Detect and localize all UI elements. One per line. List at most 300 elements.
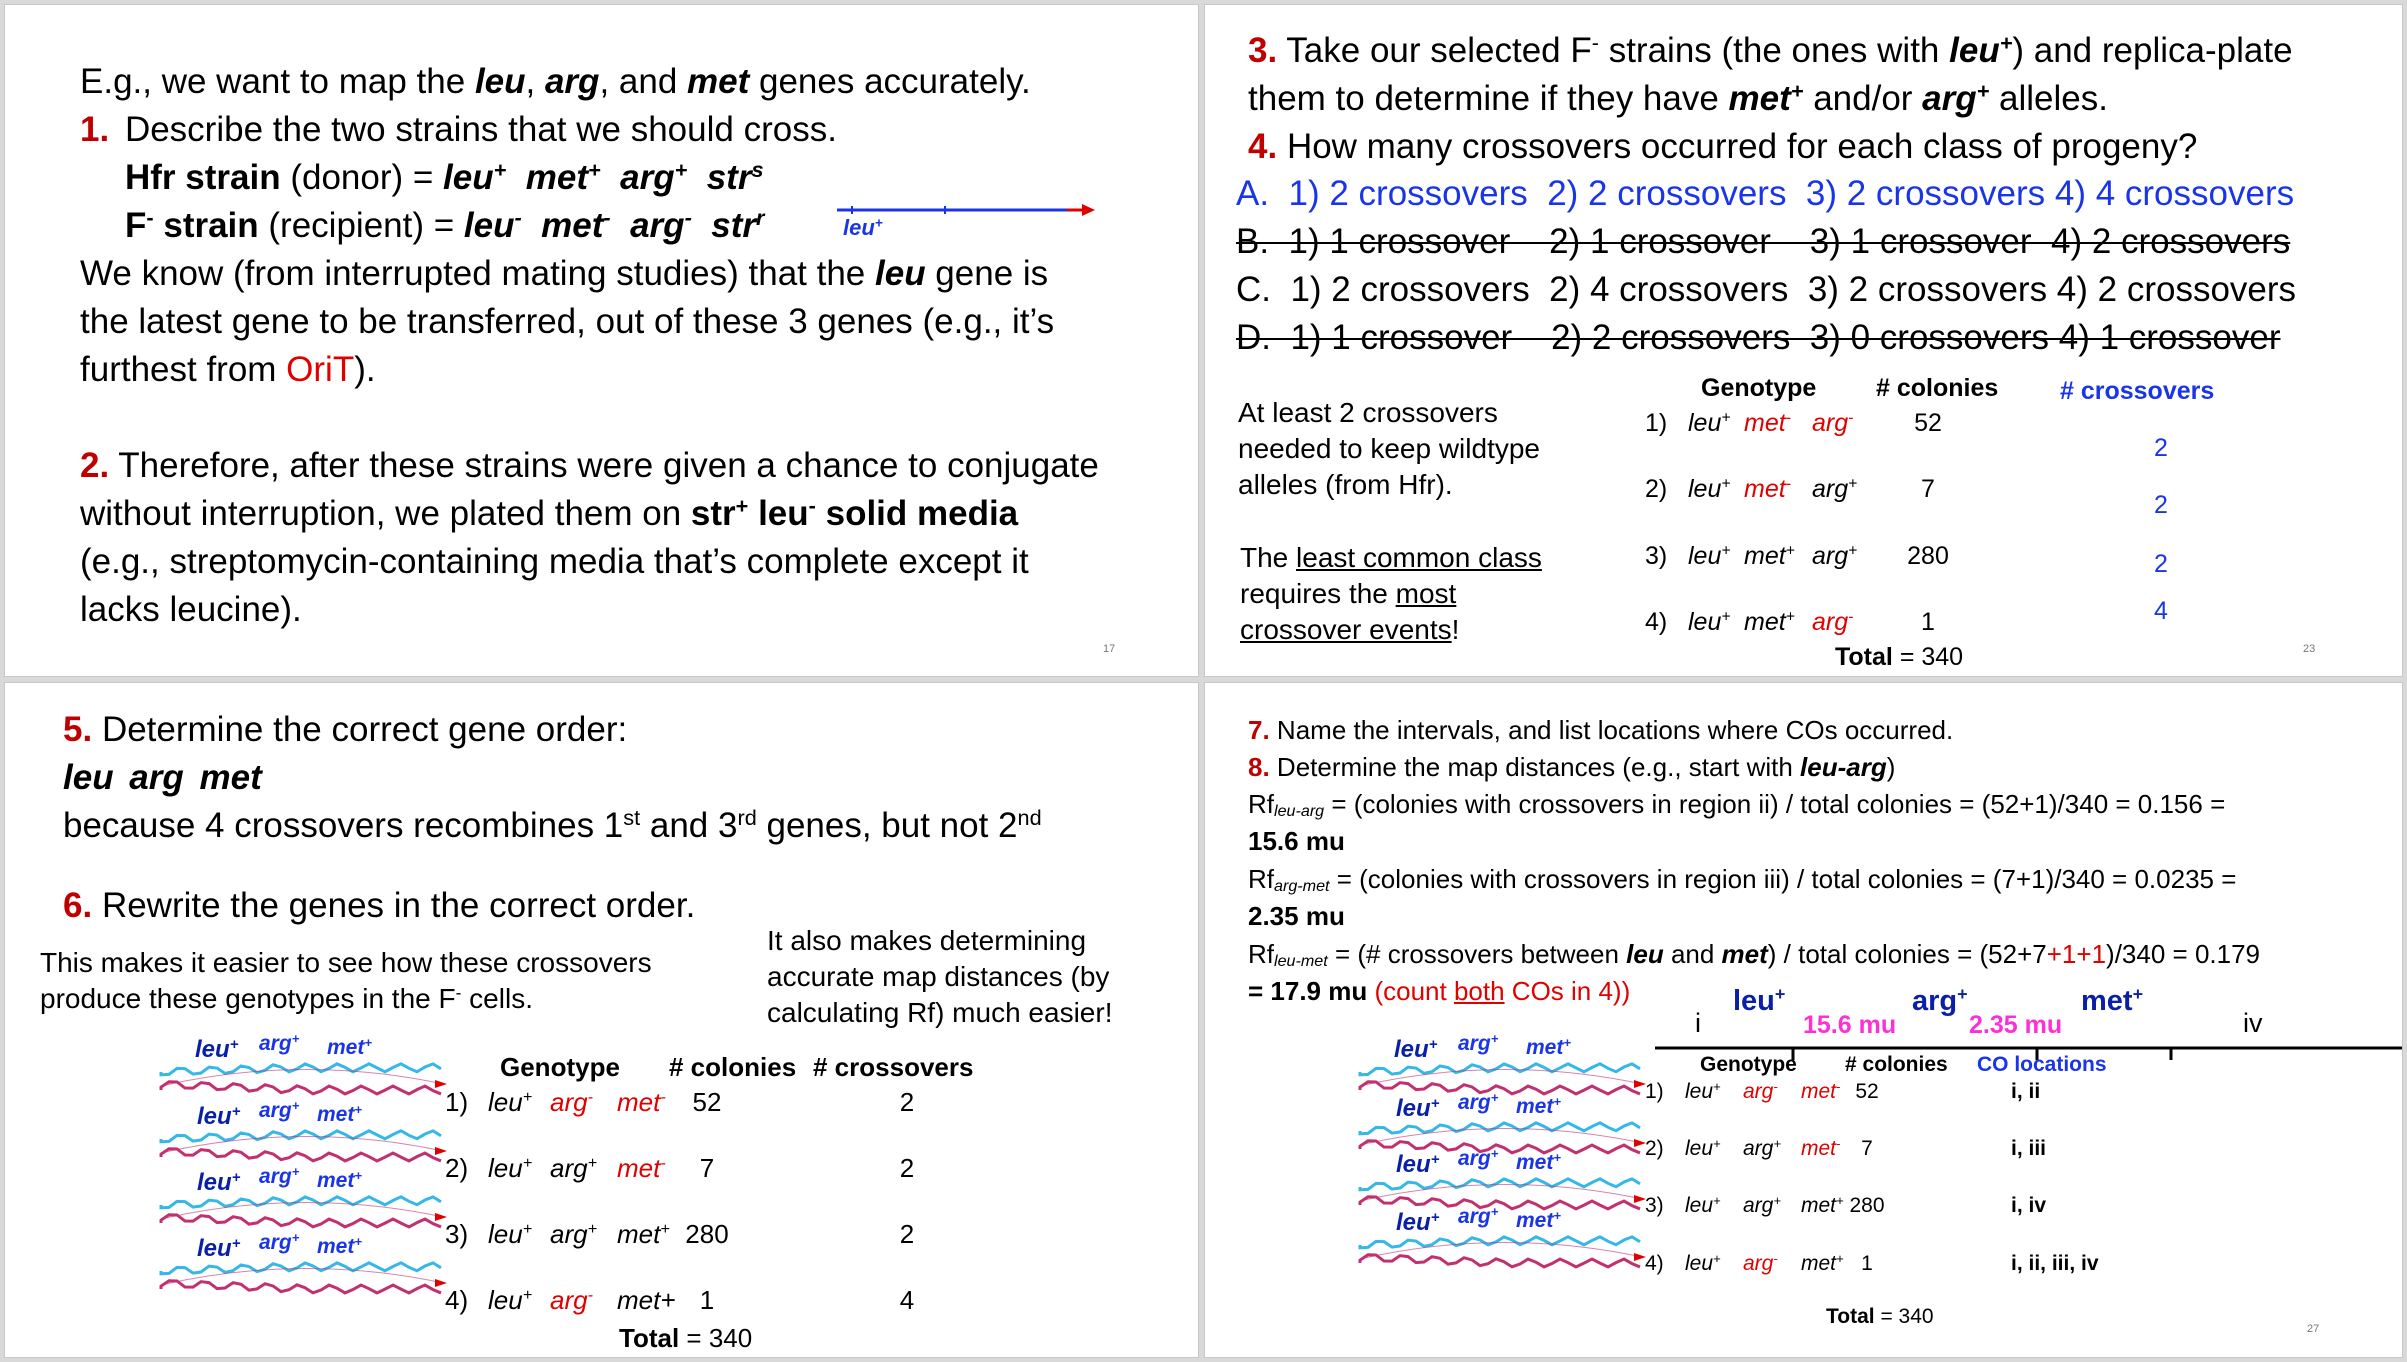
gene: met — [1526, 1036, 1564, 1059]
crossovers-value: 2 — [899, 1087, 915, 1117]
allele-sign: - — [660, 1154, 666, 1173]
distance-arg-met: 2.35 mu — [1969, 1011, 2063, 1039]
gene-leu: leu — [474, 62, 526, 101]
text: ) / total colonies = (52+7 — [1767, 939, 2047, 969]
row-number: 3) — [1645, 542, 1668, 570]
colonies-value: 52 — [1914, 409, 1942, 437]
text: Rewrite the genes in the correct order. — [101, 886, 696, 925]
total-row — [1826, 1305, 1934, 1329]
fminus-strain — [125, 202, 764, 250]
gene-name: leu — [1688, 409, 1722, 437]
allele-leu — [1688, 542, 1730, 571]
gene: leu — [197, 1169, 232, 1196]
text-red: (count — [1367, 976, 1454, 1006]
gene-name: leu — [1685, 1137, 1714, 1160]
step-text: Describe the two strains that we should cross. — [124, 110, 837, 149]
step3-line2 — [1248, 75, 2108, 123]
sup: - — [455, 982, 462, 1003]
label-leu — [1396, 1209, 1439, 1237]
allele-met — [617, 1087, 666, 1118]
option-A: A. 1) 2 crossovers 2) 2 crossovers 3) 2 crossovers 4) 4 crossovers — [1236, 174, 2295, 213]
colonies-value: 7 — [1921, 475, 1935, 503]
text: ) — [1886, 752, 1896, 782]
gene: leu — [195, 1036, 230, 1063]
step2-line3: (e.g., streptomycin-containing media that’s complete except it — [80, 542, 1029, 581]
allele-sign: + — [1785, 542, 1795, 560]
gene: arg — [259, 1231, 292, 1254]
allele-sign: + — [522, 1088, 533, 1107]
allele-sign: - — [1836, 1135, 1841, 1151]
header-genotype: Genotype — [500, 1052, 620, 1082]
gene-met: met — [687, 62, 750, 101]
allele-sign: + — [1773, 1135, 1781, 1151]
header-crossovers: # crossovers — [813, 1052, 974, 1082]
intro-sep: , and — [599, 62, 688, 101]
total-value: = 340 — [1874, 1305, 1934, 1328]
sup: st — [623, 805, 641, 831]
sup: - — [1591, 30, 1599, 56]
label-arg — [1458, 1091, 1498, 1115]
gene-name: arg — [1743, 1080, 1774, 1103]
row-number: 4) — [445, 1285, 469, 1315]
gene-leu: leu — [875, 254, 926, 293]
crossovers-value: 2 — [2154, 434, 2168, 462]
crossovers-value: 4 — [2154, 597, 2168, 625]
step8 — [1248, 749, 1895, 786]
media-str: str — [690, 494, 736, 533]
gene-name: met — [617, 1153, 661, 1183]
gene-met: met — [1728, 79, 1791, 118]
step5 — [63, 706, 627, 754]
rf: Rf — [1248, 789, 1274, 819]
gene: leu — [197, 1235, 232, 1262]
allele-arg — [550, 1219, 597, 1250]
text: and/or — [1803, 79, 1923, 118]
allele-leu — [1685, 1252, 1721, 1276]
text: How many crossovers occurred for each class of progeny? — [1286, 127, 2198, 166]
strain-word: strain — [153, 206, 259, 245]
page-number: 23 — [2303, 643, 2316, 655]
allele-sign: + — [660, 1220, 670, 1239]
gene-name: arg — [1812, 409, 1849, 437]
text: produce these genotypes in the F — [40, 983, 456, 1014]
gene-name: leu — [1688, 542, 1722, 570]
sup: + — [1490, 1203, 1499, 1219]
allele-met — [1744, 542, 1795, 571]
text: Therefore, after these strains were given a chance to conjugate — [118, 446, 1099, 485]
allele-leu — [488, 1087, 532, 1118]
allele-sign: + — [587, 1220, 597, 1239]
allele-arg — [550, 1285, 593, 1316]
sup: + — [1490, 1089, 1499, 1105]
header-genotype: Genotype — [1700, 1053, 1797, 1076]
label-leu — [1396, 1095, 1439, 1123]
sup: + — [1553, 1149, 1561, 1165]
allele-sign: + — [1713, 1250, 1721, 1266]
allele-met — [1744, 409, 1791, 438]
slide-27 — [1204, 682, 2403, 1358]
gene-name: arg — [550, 1153, 588, 1183]
label-leu — [197, 1235, 240, 1263]
step3-line1 — [1248, 27, 2293, 75]
gene-order: leu arg met — [63, 758, 262, 797]
sup: + — [1430, 1209, 1440, 1226]
allele-met — [617, 1219, 670, 1250]
f-label: F — [125, 206, 147, 245]
gene-arg: arg — [1922, 79, 1977, 118]
text: without interruption, we plated them on — [80, 494, 691, 533]
sup: + — [354, 1233, 362, 1249]
crossovers-value: 2 — [899, 1153, 915, 1183]
sup: + — [1553, 1093, 1561, 1109]
colonies-value: 52 — [1855, 1080, 1879, 1103]
strain-label: Hfr strain — [125, 158, 281, 197]
note-left — [40, 945, 652, 1017]
text-red: COs in 4)) — [1504, 976, 1631, 1006]
allele-sign: + — [522, 1286, 533, 1305]
text: cells. — [461, 983, 533, 1014]
step2-line2 — [80, 490, 1018, 538]
label-arg — [1458, 1205, 1498, 1229]
orit: OriT — [286, 350, 355, 389]
text: requires the — [1240, 578, 1396, 609]
allele: s — [751, 157, 764, 183]
allele-arg — [1812, 542, 1857, 571]
gene-name: arg — [550, 1219, 588, 1249]
media-text: solid media — [815, 494, 1019, 533]
page-number: 27 — [2307, 1323, 2320, 1335]
label-met — [317, 1169, 362, 1193]
co-locations-value: i, ii, iii, iv — [2011, 1252, 2099, 1275]
f-sup: - — [146, 205, 154, 231]
gene: met — [2081, 985, 2133, 1017]
distance-leu-arg: 15.6 mu — [1803, 1011, 1897, 1039]
colonies-value: 280 — [1849, 1194, 1885, 1217]
label-met — [1516, 1095, 1561, 1119]
gene-name: arg — [1812, 475, 1849, 503]
underlined: most — [1395, 578, 1457, 609]
note-line — [1240, 576, 1542, 612]
rf: Rf — [1248, 939, 1274, 969]
allele-sign: - — [1785, 409, 1791, 427]
rf-leu-met-result — [1248, 973, 1630, 1010]
gene: leu — [1396, 1151, 1431, 1178]
allele-sign: - — [1848, 608, 1854, 626]
option-D: D. 1) 1 crossover 2) 2 crossovers 3) 0 crossovers 4) 1 crossover — [1236, 318, 2281, 357]
note-line: At least 2 crossovers — [1238, 397, 1498, 428]
total-label: Total — [619, 1323, 680, 1353]
gene: arg — [259, 1099, 292, 1122]
gene-name: leu — [1688, 608, 1722, 636]
header-genotype: Genotype — [1701, 374, 1817, 402]
note-line — [1240, 612, 1542, 648]
text: Determine the correct gene order: — [101, 710, 628, 749]
rf-sub: leu-met — [1274, 952, 1328, 971]
sup: + — [364, 1034, 372, 1050]
strain-label — [125, 206, 259, 245]
text: We know (from interrupted mating studies) that the — [80, 254, 875, 293]
gene-met: met — [525, 158, 588, 197]
sup: + — [231, 1169, 241, 1186]
allele-arg — [1743, 1252, 1778, 1276]
gene-name: leu — [488, 1153, 523, 1183]
text: gene is — [925, 254, 1049, 293]
sup: + — [1553, 1207, 1561, 1223]
step-number: 3. — [1248, 31, 1278, 70]
step6 — [63, 882, 695, 930]
rf-arg-met — [1248, 861, 2236, 898]
interval-i: i — [1695, 1008, 1701, 1038]
sup: + — [1490, 1145, 1499, 1161]
text: ) and replica-plate — [2012, 31, 2293, 70]
gene-name: met — [1744, 409, 1786, 437]
gene: met — [327, 1036, 365, 1059]
slide-gene-order — [4, 682, 1199, 1358]
gene-name: met — [617, 1087, 661, 1117]
total-row — [1835, 643, 1963, 672]
allele-sign: + — [1785, 608, 1795, 626]
allele-leu — [1688, 409, 1730, 438]
label-met — [317, 1103, 362, 1127]
gene: met — [317, 1169, 355, 1192]
gene: arg — [1458, 1147, 1491, 1170]
gene: met — [1516, 1209, 1554, 1232]
allele-sign: + — [1721, 608, 1731, 626]
note-crossovers — [1238, 395, 1540, 503]
row-number: 3) — [445, 1219, 469, 1249]
allele-met — [1744, 475, 1791, 504]
sup: + — [354, 1167, 362, 1183]
sup: + — [1563, 1034, 1571, 1050]
gene-name: leu — [1685, 1194, 1714, 1217]
text-red: +1+1 — [2046, 939, 2107, 969]
allele-sign: + — [587, 1154, 597, 1173]
text: because 4 crossovers recombines 1 — [63, 806, 624, 845]
sup: rd — [737, 805, 757, 831]
total-label: Total — [1826, 1305, 1875, 1328]
note-line: accurate map distances (by — [767, 961, 1110, 992]
interval-iv: iv — [2243, 1008, 2263, 1038]
allele-sign: + — [1713, 1192, 1721, 1208]
arrow-allele: + — [874, 215, 883, 231]
rf: Rf — [1248, 864, 1274, 894]
colonies-value: 280 — [1907, 542, 1949, 570]
gene-name: met — [617, 1219, 661, 1249]
note-line: alleles (from Hfr). — [1238, 469, 1453, 500]
underlined: least common class — [1296, 542, 1542, 573]
allele-leu — [1685, 1080, 1721, 1104]
strain-role: (recipient) = — [258, 206, 464, 245]
intro-sep: , — [525, 62, 545, 101]
know-line2: the latest gene to be transferred, out of these 3 genes (e.g., it’s — [80, 302, 1055, 341]
step2-line1 — [80, 442, 1099, 490]
know-line3 — [80, 346, 376, 394]
sup: + — [1490, 1030, 1499, 1046]
arrow-gene: leu — [843, 215, 875, 240]
allele-leu — [488, 1153, 532, 1184]
option-C: C. 1) 2 crossovers 2) 4 crossovers 3) 2 crossovers 4) 2 crossovers — [1236, 270, 2297, 309]
hfr-strain — [125, 154, 764, 202]
rf-leu-met — [1248, 936, 2260, 973]
allele-sign: + — [1713, 1078, 1721, 1094]
gene-name: arg — [550, 1087, 588, 1117]
sup: nd — [1017, 805, 1042, 831]
rf-arg-met-result: 2.35 mu — [1248, 901, 1345, 931]
gene-arg: arg — [630, 206, 685, 245]
allele-arg — [550, 1087, 593, 1118]
sup: + — [231, 1103, 241, 1120]
map-met — [2081, 985, 2143, 1018]
allele-met — [617, 1153, 666, 1184]
gene: leu — [1396, 1095, 1431, 1122]
text: them to determine if they have — [1248, 79, 1729, 118]
crossovers-value: 4 — [899, 1285, 915, 1315]
step-number: 4. — [1248, 127, 1278, 166]
slide-23 — [1204, 4, 2403, 677]
gene-name: met — [1744, 608, 1786, 636]
step-number: 6. — [63, 886, 93, 925]
gene-name: arg — [550, 1285, 588, 1315]
know-line1 — [80, 250, 1048, 298]
text: and — [1663, 939, 1722, 969]
label-arg — [1458, 1032, 1498, 1056]
allele-sign: + — [1836, 1192, 1844, 1208]
gene-arg: arg — [620, 158, 675, 197]
sup: + — [1430, 1095, 1440, 1112]
step7 — [1248, 712, 1953, 749]
gene: arg — [259, 1032, 292, 1055]
colonies-value: 52 — [692, 1087, 722, 1117]
strain-role: (donor) = — [280, 158, 444, 197]
text: alleles. — [1989, 79, 2108, 118]
sup: + — [231, 1235, 241, 1252]
allele: - — [684, 205, 692, 231]
gene-name: leu — [488, 1285, 523, 1315]
gene-name: met — [1744, 542, 1786, 570]
allele: - — [603, 205, 611, 231]
text: = (# crossovers between — [1327, 939, 1627, 969]
row-number: 2) — [1645, 1137, 1664, 1160]
gene-name: leu — [488, 1087, 523, 1117]
allele-leu — [1685, 1137, 1721, 1161]
sup: + — [291, 1097, 300, 1113]
sup: + — [291, 1030, 300, 1046]
crossovers-value: 2 — [2154, 550, 2168, 578]
gene-leu: leu — [1949, 31, 2000, 70]
genotype — [443, 158, 763, 197]
total-value: = 340 — [1892, 643, 1964, 671]
gene-name: leu — [1685, 1252, 1714, 1275]
colonies-value: 1 — [1861, 1252, 1873, 1275]
total-row — [619, 1323, 752, 1354]
map-arg — [1912, 985, 1968, 1018]
colonies-value: 7 — [1861, 1137, 1873, 1160]
gene-name: arg — [1743, 1194, 1774, 1217]
label-arg — [259, 1032, 299, 1056]
sup: + — [735, 493, 749, 519]
label-arg — [259, 1231, 299, 1255]
sup: + — [1774, 984, 1786, 1005]
allele-sign: + — [1848, 475, 1858, 493]
allele-sign: - — [660, 1088, 666, 1107]
allele: + — [674, 157, 688, 183]
sup: + — [354, 1101, 362, 1117]
header-colonies: # colonies — [1845, 1053, 1948, 1076]
gene: arg — [259, 1165, 292, 1188]
allele: r — [756, 205, 765, 231]
allele-arg — [1812, 475, 1857, 504]
label-met — [317, 1235, 362, 1259]
map-leu — [1733, 985, 1785, 1018]
intro-text: genes accurately. — [749, 62, 1031, 101]
gene-name: leu — [1688, 475, 1722, 503]
header-colonies: # colonies — [1876, 374, 1999, 402]
note-line: needed to keep wildtype — [1238, 433, 1540, 464]
gene: leu — [1394, 1036, 1429, 1063]
allele-arg — [1812, 608, 1853, 637]
label-met — [327, 1036, 372, 1060]
allele-sign: + — [522, 1154, 533, 1173]
allele-sign: - — [587, 1088, 593, 1107]
step2-line4: lacks leucine). — [80, 590, 302, 629]
gene-name: arg — [1812, 542, 1849, 570]
allele-sign: - — [1773, 1078, 1778, 1094]
gene-met: met — [1721, 939, 1768, 969]
because-line — [63, 802, 1042, 850]
colonies-value: 1 — [1921, 608, 1935, 636]
gene-leu: leu — [1626, 939, 1664, 969]
gene-name: leu — [1685, 1080, 1714, 1103]
sup: + — [1957, 984, 1968, 1005]
sup: - — [808, 493, 816, 519]
note-line: calculating Rf) much easier! — [767, 997, 1113, 1028]
rf-sub: arg-met — [1274, 877, 1330, 896]
step-number: 2. — [80, 446, 110, 485]
allele-sign: + — [1713, 1135, 1721, 1151]
gene-name: met — [617, 1285, 661, 1315]
gene-name: leu — [488, 1219, 523, 1249]
gene: leu — [1396, 1209, 1431, 1236]
text: Take our selected F — [1286, 31, 1592, 70]
allele-arg — [1743, 1194, 1781, 1218]
text: furthest from — [80, 350, 287, 389]
gene-met: met — [541, 206, 604, 245]
row-number: 2) — [1645, 475, 1668, 503]
intro-line — [80, 58, 1031, 106]
note-line: It also makes determining — [767, 925, 1087, 956]
gene: arg — [1458, 1091, 1491, 1114]
note-line: This makes it easier to see how these crossovers — [40, 947, 652, 978]
row-number: 1) — [445, 1087, 469, 1117]
total-label: Total — [1835, 643, 1893, 671]
text-red-underlined: both — [1453, 976, 1505, 1006]
header-colonies: # colonies — [669, 1052, 797, 1082]
allele-sign: - — [1848, 409, 1854, 427]
label-arg — [1458, 1147, 1498, 1171]
note-right — [767, 923, 1112, 1031]
crossovers-value: 2 — [899, 1219, 915, 1249]
row-number: 4) — [1645, 1252, 1664, 1275]
allele-sign: + — [1773, 1192, 1781, 1208]
allele-arg — [1743, 1137, 1781, 1161]
sup: + — [2132, 984, 2144, 1005]
label-met — [1516, 1209, 1561, 1233]
gene: met — [1516, 1151, 1554, 1174]
allele-sign: + — [1848, 542, 1858, 560]
gene: met — [1516, 1095, 1554, 1118]
rf-leu-arg — [1248, 786, 2225, 823]
gene-leu: leu — [443, 158, 494, 197]
